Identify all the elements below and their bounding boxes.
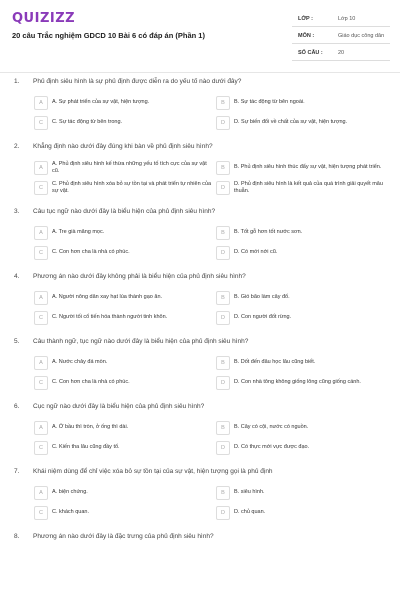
option-text: A. Người nông dân xay hạt lúa thành gạo ăn.: [52, 294, 163, 301]
answer-option[interactable]: [34, 439, 214, 457]
option-text: B. Sự tác động từ bên ngoài.: [234, 99, 305, 106]
question: [0, 338, 400, 392]
option-letter-box[interactable]: D: [216, 311, 230, 325]
option-grid: [34, 224, 400, 262]
option-text: B. Tốt gỗ hơn tốt nước sơn.: [234, 229, 303, 236]
question: [0, 403, 400, 457]
meta-value: Giáo dục công dân: [338, 33, 385, 39]
meta-key: SỐ CÂU :: [298, 50, 323, 56]
option-text: B. Dốt đến đâu học lâu cũng biết.: [234, 359, 316, 366]
option-letter-box[interactable]: A: [34, 421, 48, 435]
option-text: B. Gió bão làm cây đổ.: [234, 294, 290, 301]
option-letter-box[interactable]: B: [216, 291, 230, 305]
question: [0, 273, 400, 327]
option-grid: [34, 94, 400, 132]
option-letter-box[interactable]: D: [216, 441, 230, 455]
option-text: A. biện chứng.: [52, 489, 88, 496]
question-line: [0, 403, 400, 415]
option-letter-box[interactable]: A: [34, 226, 48, 240]
answer-option[interactable]: [216, 244, 396, 262]
question-line: [0, 273, 400, 285]
question-number: 3.: [14, 208, 20, 215]
question-line: [0, 143, 400, 155]
option-letter-box[interactable]: A: [34, 291, 48, 305]
question-number: 6.: [14, 403, 20, 410]
answer-option[interactable]: [216, 94, 396, 112]
question-text: Phủ định siêu hình là sự phủ định được diễn ra do yếu tố nào dưới đây?: [33, 78, 242, 85]
question-text: Phương án nào dưới đây không phải là biểu hiện của phủ định siêu hình?: [33, 273, 246, 280]
answer-option[interactable]: [34, 179, 214, 197]
option-letter-box[interactable]: C: [34, 376, 48, 390]
question-number: 4.: [14, 273, 20, 280]
question: [0, 143, 400, 197]
option-letter-box[interactable]: C: [34, 441, 48, 455]
option-text: D. Phủ định siêu hình là kết quả của quá trình giải quyết mâu thuẫn.: [234, 180, 383, 194]
answer-option[interactable]: [34, 504, 214, 522]
option-text: C. Người tối cổ tiến hóa thành người tinh khôn.: [52, 314, 168, 321]
option-text: C. Sự tác động từ bên trong.: [52, 119, 123, 126]
answer-option[interactable]: [34, 159, 214, 177]
answer-option[interactable]: [34, 289, 214, 307]
meta-row: [292, 12, 390, 27]
option-grid: [34, 289, 400, 327]
option-grid: [34, 354, 400, 392]
question-number: 2.: [14, 143, 20, 150]
option-text: C. khách quan.: [52, 509, 89, 516]
question-text: Câu thành ngữ, tục ngữ nào dưới đây là biểu hiện của phủ định siêu hình?: [33, 338, 249, 345]
option-letter-box[interactable]: A: [34, 486, 48, 500]
answer-option[interactable]: [216, 354, 396, 372]
answer-option[interactable]: [216, 504, 396, 522]
answer-option[interactable]: [216, 179, 396, 197]
option-text: A. Sự phát triển của sự vật, hiện tượng.: [52, 99, 150, 106]
option-text: C. Kiến tha lâu cũng đầy tổ.: [52, 444, 120, 451]
option-letter-box[interactable]: B: [216, 421, 230, 435]
option-grid: [34, 159, 400, 197]
answer-option[interactable]: [216, 419, 396, 437]
option-text: A. Tre già măng mọc.: [52, 229, 105, 236]
question-text: Khái niệm dùng để chỉ việc xóa bỏ sự tồn tại của sự vật, hiện tượng gọi là phủ định: [33, 468, 273, 475]
header-divider: [0, 72, 400, 73]
answer-option[interactable]: [34, 354, 214, 372]
option-text: D. Có mới nới cũ.: [234, 249, 278, 256]
answer-option[interactable]: [216, 224, 396, 242]
option-text: D. Có thực mới vực được đạo.: [234, 444, 310, 451]
worksheet-meta: [292, 12, 390, 63]
question-line: [0, 468, 400, 480]
question: [0, 533, 400, 545]
meta-key: MÔN :: [298, 33, 315, 39]
meta-value: Lớp 10: [338, 16, 356, 22]
option-text: C. Con hơn cha là nhà có phúc.: [52, 379, 130, 386]
question: [0, 468, 400, 522]
question-list: [0, 78, 400, 556]
option-letter-box[interactable]: C: [34, 181, 48, 195]
question-line: [0, 533, 400, 545]
option-text: D. Sự biến đổi về chất của sự vật, hiện tượng.: [234, 119, 348, 126]
option-grid: [34, 419, 400, 457]
option-text: C. Phủ định siêu hình xóa bỏ sự tồn tại và phát triển tự nhiên của sự vật.: [52, 180, 212, 194]
meta-row: [292, 29, 390, 44]
question-text: Khẳng định nào dưới đây đúng khi bàn về phủ định siêu hình?: [33, 143, 213, 150]
option-letter-box[interactable]: B: [216, 96, 230, 110]
option-letter-box[interactable]: C: [34, 311, 48, 325]
worksheet-header: [0, 0, 400, 72]
question-text: Câu tục ngữ nào dưới đây là biểu hiện của phủ định siêu hình?: [33, 208, 216, 215]
option-letter-box[interactable]: B: [216, 161, 230, 175]
option-letter-box[interactable]: B: [216, 356, 230, 370]
answer-option[interactable]: [34, 114, 214, 132]
option-letter-box[interactable]: D: [216, 181, 230, 195]
option-text: C. Con hơn cha là nhà có phúc.: [52, 249, 130, 256]
answer-option[interactable]: [216, 484, 396, 502]
question-number: 7.: [14, 468, 20, 475]
question-text: Cục ngữ nào dưới đây là biểu hiện của phủ định siêu hình?: [33, 403, 205, 410]
answer-option[interactable]: [34, 484, 214, 502]
meta-key: LỚP :: [298, 16, 313, 22]
answer-option[interactable]: [216, 289, 396, 307]
option-grid: [34, 484, 400, 522]
question-line: [0, 208, 400, 220]
option-text: B. Cây có cội, nước có nguồn.: [234, 424, 309, 431]
option-letter-box[interactable]: D: [216, 506, 230, 520]
meta-row: [292, 46, 390, 61]
option-letter-box[interactable]: C: [34, 246, 48, 260]
question-text: Phương án nào dưới đây là đặc trưng của phủ định siêu hình?: [33, 533, 214, 540]
option-text: D. chủ quan.: [234, 509, 266, 516]
option-letter-box[interactable]: D: [216, 116, 230, 130]
answer-option[interactable]: [34, 94, 214, 112]
answer-option[interactable]: [216, 159, 396, 177]
answer-option[interactable]: [34, 419, 214, 437]
option-letter-box[interactable]: C: [34, 116, 48, 130]
quizizz-logo: QUIZIZZ: [12, 11, 76, 26]
answer-option[interactable]: [34, 244, 214, 262]
option-letter-box[interactable]: A: [34, 96, 48, 110]
option-text: B. siêu hình.: [234, 489, 265, 496]
question: [0, 208, 400, 262]
option-letter-box[interactable]: B: [216, 486, 230, 500]
question-line: [0, 338, 400, 350]
answer-option[interactable]: [34, 224, 214, 242]
option-text: A. Ở bầu thì tròn, ở ống thì dài.: [52, 424, 129, 431]
option-letter-box[interactable]: A: [34, 161, 48, 175]
answer-option[interactable]: [216, 439, 396, 457]
option-letter-box[interactable]: D: [216, 376, 230, 390]
option-text: B. Phủ định siêu hình thúc đẩy sự vật, hiện tượng phát triển.: [234, 164, 382, 171]
option-letter-box[interactable]: A: [34, 356, 48, 370]
option-text: A. Phủ định siêu hình kế thừa những yếu tố tích cực của sự vật cũ.: [52, 160, 207, 174]
worksheet-title: 20 câu Trắc nghiệm GDCD 10 Bài 6 có đáp án (Phần 1): [12, 31, 205, 40]
question-line: [0, 78, 400, 90]
meta-value: 20: [338, 50, 345, 56]
option-letter-box[interactable]: C: [34, 506, 48, 520]
option-letter-box[interactable]: B: [216, 226, 230, 240]
question-number: 1.: [14, 78, 20, 85]
answer-option[interactable]: [216, 309, 396, 327]
option-text: D. Con người đốt rừng.: [234, 314, 292, 321]
question-number: 5.: [14, 338, 20, 345]
question: [0, 78, 400, 132]
answer-option[interactable]: [216, 374, 396, 392]
option-text: D. Con nhà tông không giống lông cũng giống cánh.: [234, 379, 361, 386]
answer-option[interactable]: [34, 309, 214, 327]
answer-option[interactable]: [34, 374, 214, 392]
option-letter-box[interactable]: D: [216, 246, 230, 260]
option-text: A. Nước chảy đá mòn.: [52, 359, 108, 366]
answer-option[interactable]: [216, 114, 396, 132]
question-number: 8.: [14, 533, 20, 540]
